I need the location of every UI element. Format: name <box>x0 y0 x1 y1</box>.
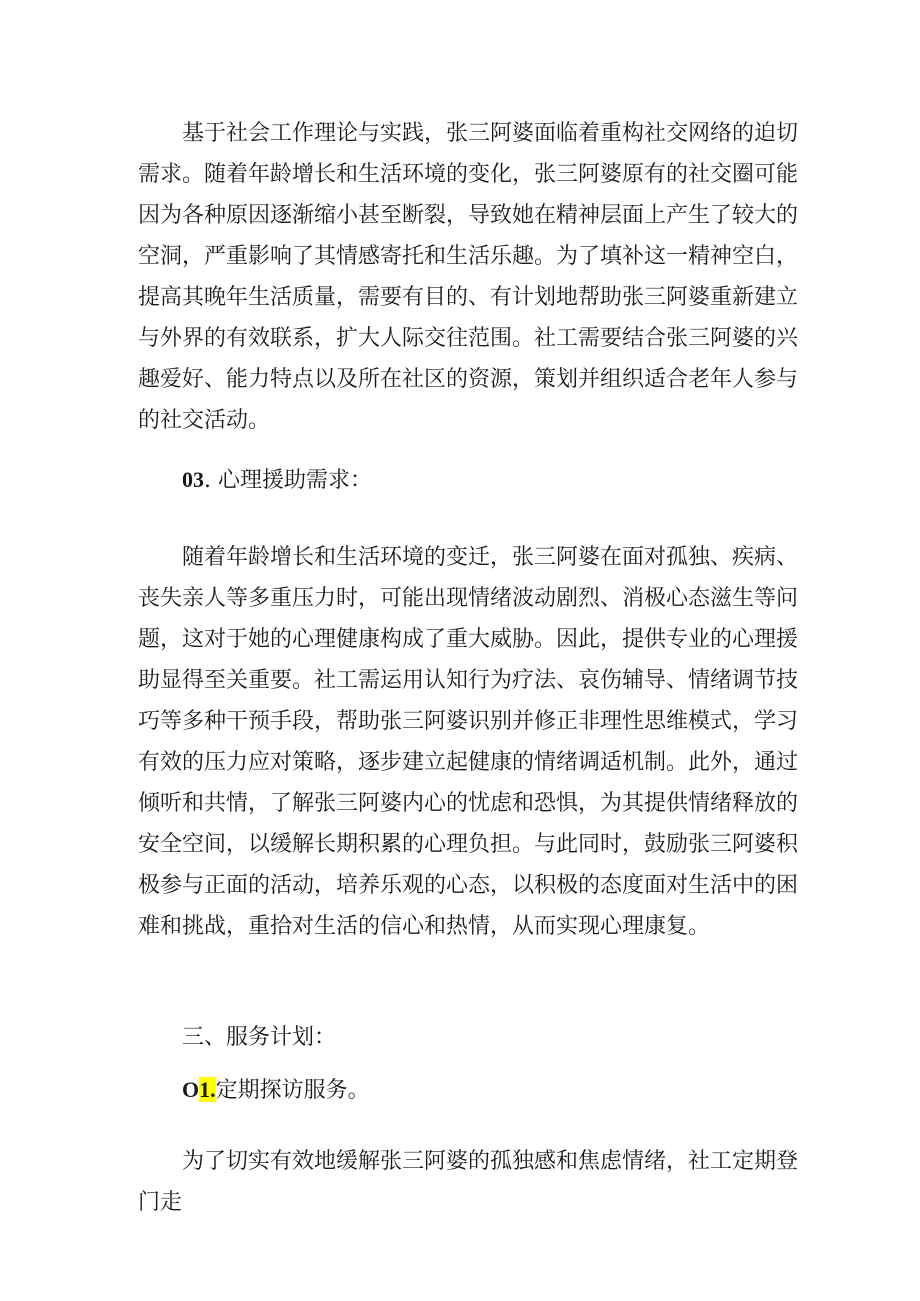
heading-regular-visit-title: 定期探访服务。 <box>215 1078 370 1103</box>
heading-psychological-aid-number: 03 <box>182 467 204 492</box>
paragraph-psychological-aid: 随着年龄增长和生活环境的变迁，张三阿婆在面对孤独、疾病、丧失亲人等多重压力时，可能出现情绪波动剧烈、消极心态滋生等问题，这对于她的心理健康构成了重大威胁。因此，提供专业的心理援助显得至关重要。社工需运用认知行为疗法、哀伤辅导、情绪调节技巧等多种干预手段，帮助张三阿婆识别并修正非理性思维模式，学习有效的压力应对策略，逐步建立起健康的情绪调适机制。此外，通过倾听和共情，了解张三阿婆内心的忧虑和恐惧，为其提供情绪释放的安全空间，以缓解长期积累的心理负担。与此同时，鼓励张三阿婆积极参与正面的活动，培养乐观的心态，以积极的态度面对生活中的困难和挑战，重拾对生活的信心和热情，从而实现心理康复。 <box>138 545 799 939</box>
paragraph-regular-visit: 为了切实有效地缓解张三阿婆的孤独感和焦虑情绪，社工定期登门走 <box>138 1149 799 1215</box>
heading-regular-visit-prefix: O <box>182 1077 200 1102</box>
heading-service-plan: 三、服务计划： <box>182 1025 337 1050</box>
heading-regular-visit <box>182 1075 370 1106</box>
paragraph-social-network-needs: 基于社会工作理论与实践，张三阿婆面临着重构社交网络的迫切需求。随着年龄增长和生活环境的变化，张三阿婆原有的社交圈可能因为各种原因逐渐缩小甚至断裂，导致她在精神层面上产生了较大的空洞，严重影响了其情感寄托和生活乐趣。为了填补这一精神空白，提高其晚年生活质量，需要有目的、有计划地帮助张三阿婆重新建立与外界的有效联系，扩大人际交往范围。社工需要结合张三阿婆的兴趣爱好、能力特点以及所在社区的资源，策划并组织适合老年人参与的社交活动。 <box>138 121 799 433</box>
highlighted-number: 1. <box>199 1077 216 1102</box>
heading-psychological-aid <box>182 465 372 496</box>
heading-psychological-aid-title: . 心理援助需求： <box>204 468 372 493</box>
